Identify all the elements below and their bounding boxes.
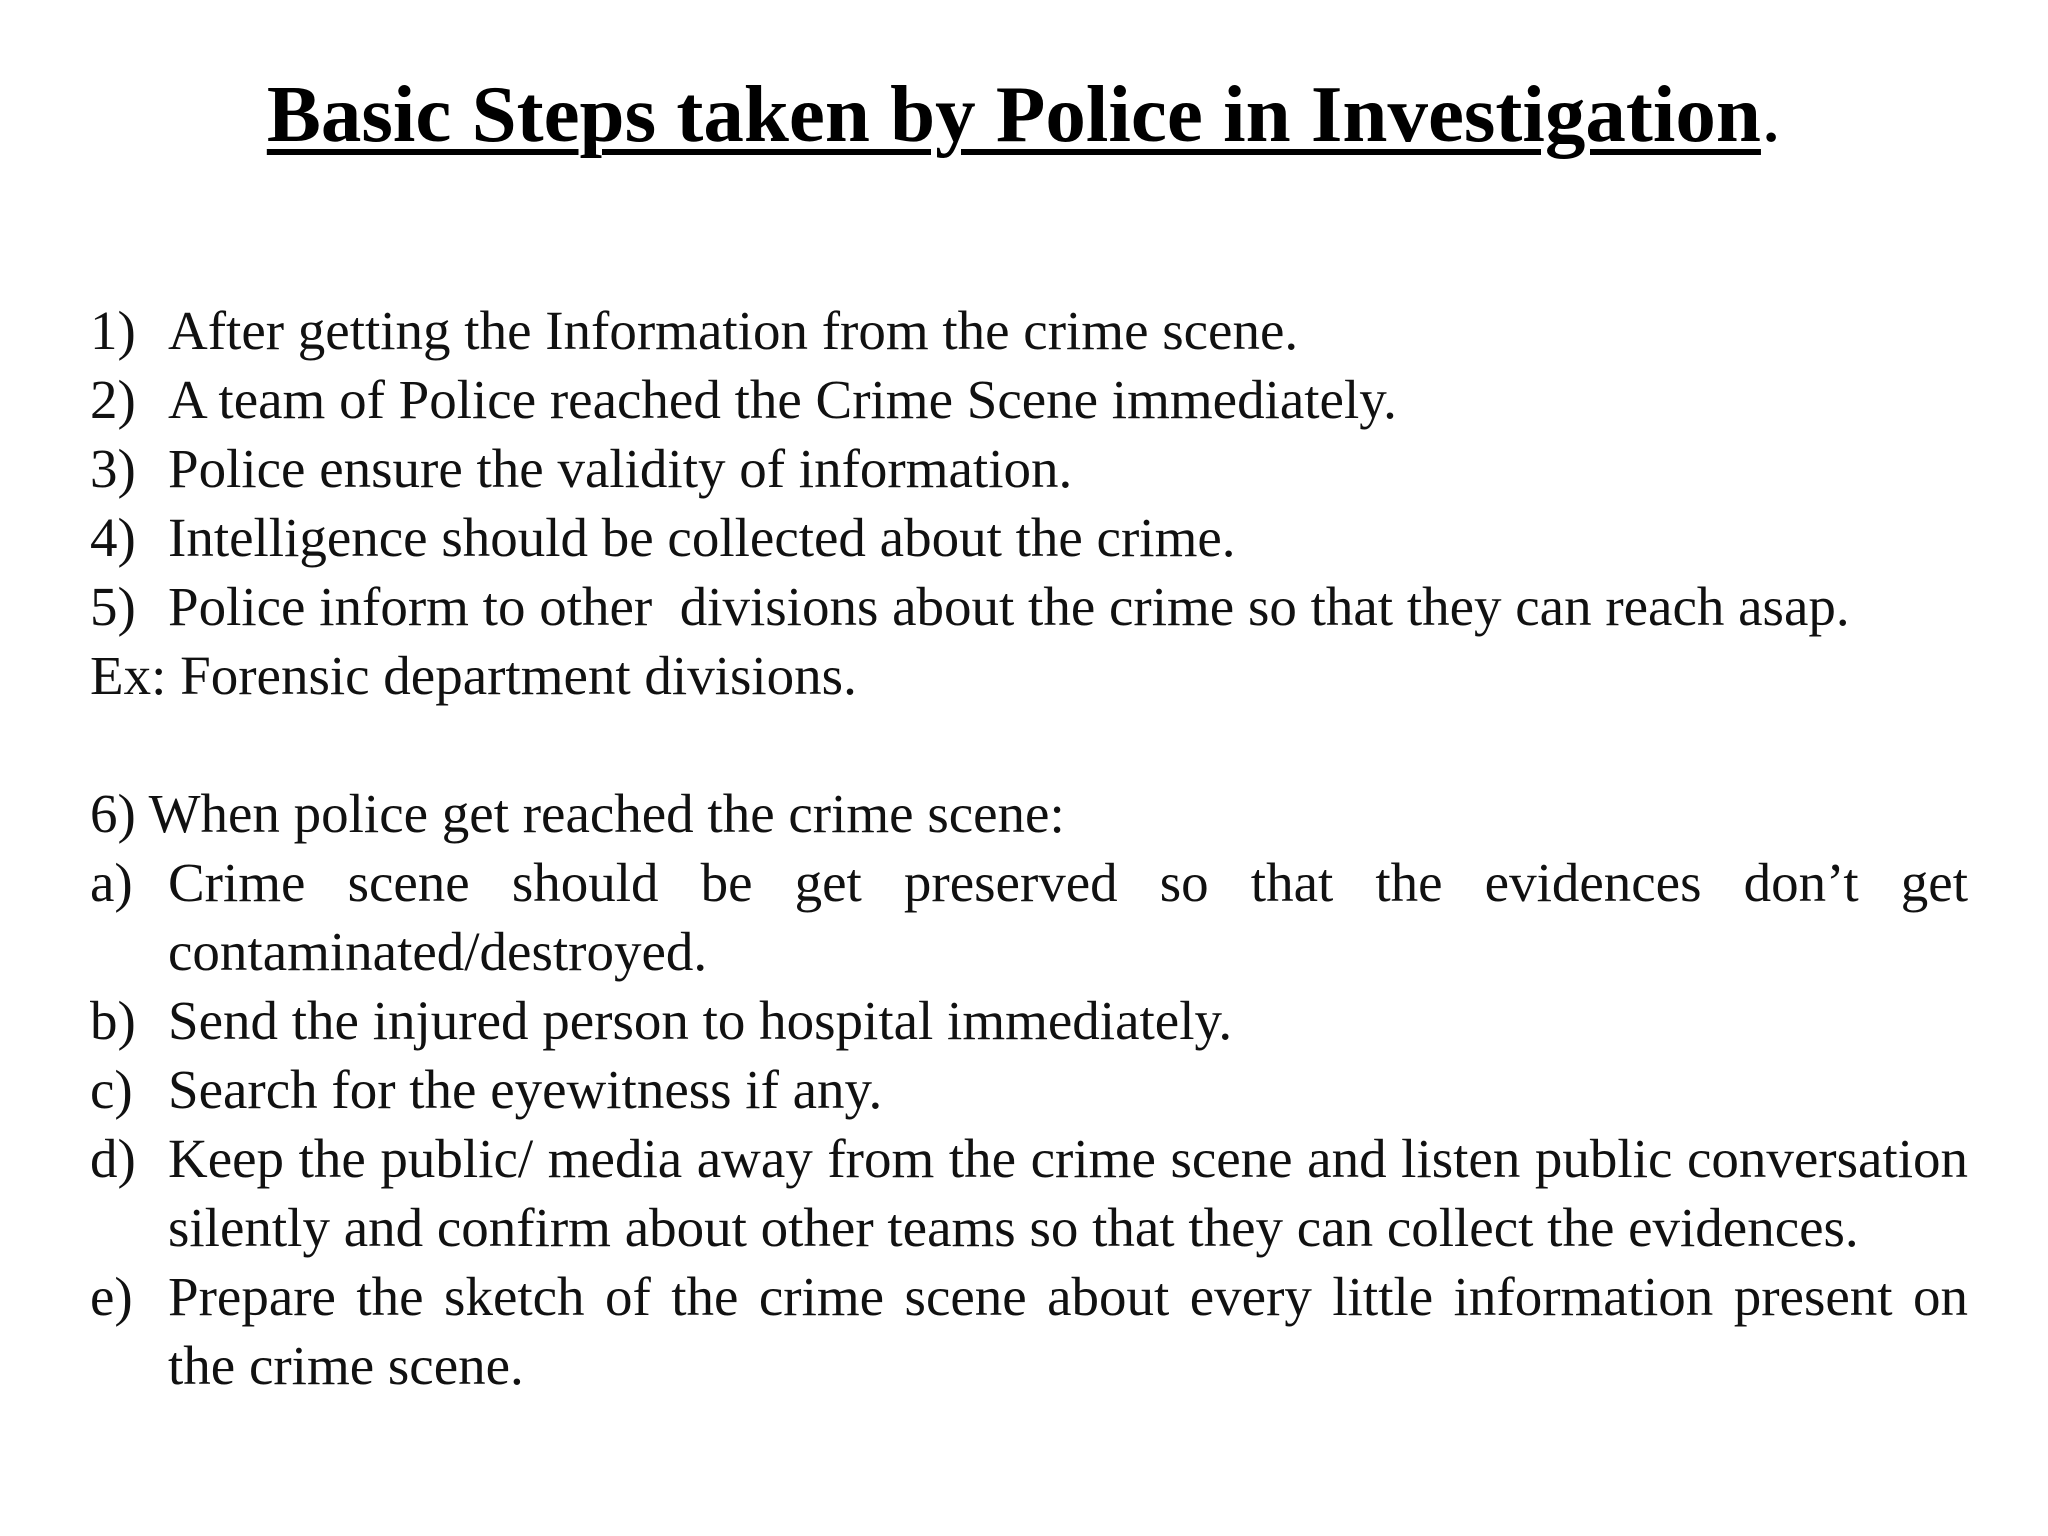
title-period: . [1760,69,1782,159]
step-item [90,434,1968,503]
title-text: Basic Steps taken by Police in Investigation [266,69,1761,159]
example-line: Ex: Forensic department divisions. [90,645,857,706]
content-body [90,296,1968,1400]
substep-marker: e) [90,1266,133,1327]
step-marker: 4) [90,507,136,568]
substep-marker: d) [90,1128,136,1189]
step-text: A team of Police reached the Crime Scene immediately. [168,369,1397,430]
substep-item [90,1055,1968,1124]
step6-heading: 6) When police get reached the crime scene: [90,783,1065,844]
step-marker: 1) [90,300,136,361]
step-item [90,503,1968,572]
substep-text: Search for the eyewitness if any. [168,1059,883,1120]
step-marker: 3) [90,438,136,499]
substep-text: Prepare the sketch of the crime scene about every little information present on the crime scene. [168,1266,1968,1396]
step-text: Police inform to other divisions about the crime so that they can reach asap. [168,576,1850,637]
substep-text: Keep the public/ media away from the crime scene and listen public conversation silently and confirm about other teams so that they can collect the evidences. [168,1128,1968,1258]
step-item [90,365,1968,434]
substep-item [90,1262,1968,1400]
substep-item [90,848,1968,986]
step-text: Intelligence should be collected about the crime. [168,507,1236,568]
step-text: Police ensure the validity of information. [168,438,1073,499]
substep-item [90,1124,1968,1262]
step-marker: 2) [90,369,136,430]
page-title [0,66,2048,162]
spacer [90,710,1968,779]
step-item [90,572,1968,641]
step-marker: 5) [90,576,136,637]
step-item [90,296,1968,365]
substep-text: Crime scene should be get preserved so that the evidences don’t get contaminated/destroyed. [168,852,1968,982]
substep-text: Send the injured person to hospital immediately. [168,990,1233,1051]
substep-marker: b) [90,990,136,1051]
substep-item [90,986,1968,1055]
step-text: After getting the Information from the crime scene. [168,300,1299,361]
substep-marker: c) [90,1059,133,1120]
substep-marker: a) [90,852,133,913]
